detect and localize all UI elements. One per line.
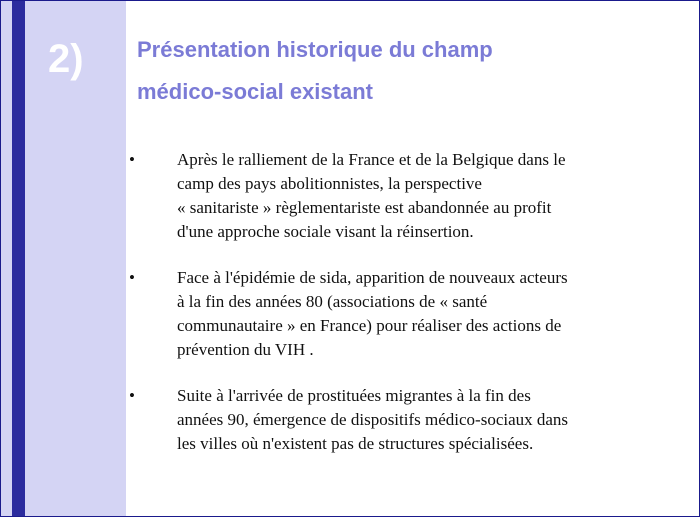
bullet-dot-icon: • <box>129 150 135 169</box>
bullet-item <box>129 266 669 362</box>
bullet-line: Face à l'épidémie de sida, apparition de nouveaux acteurs <box>177 268 568 287</box>
bullet-line: d'une approche sociale visant la réinsertion. <box>177 222 474 241</box>
bullet-line: les villes où n'existent pas de structures spécialisées. <box>177 434 534 453</box>
bullet-line: Après le ralliement de la France et de la Belgique dans le <box>177 150 566 169</box>
slide-number: 2) <box>48 37 84 81</box>
bullet-dot-icon: • <box>129 386 135 405</box>
bullet-line: prévention du VIH . <box>177 340 314 359</box>
slide-title-line-1: Présentation historique du champ <box>137 37 493 62</box>
bullet-item <box>129 384 669 456</box>
bullet-dot-icon: • <box>129 268 135 287</box>
bullet-line: « sanitariste » règlementariste est abandonnée au profit <box>177 198 552 217</box>
bullet-line: années 90, émergence de dispositifs médico-sociaux dans <box>177 410 569 429</box>
slide-title-line-2: médico-social existant <box>137 79 373 104</box>
bullet-item <box>129 148 669 244</box>
bullet-line: à la fin des années 80 (associations de « santé <box>177 292 488 311</box>
side-stripe <box>12 1 25 516</box>
bullet-line: communautaire » en France) pour réaliser des actions de <box>177 316 562 335</box>
bullet-line: Suite à l'arrivée de prostituées migrantes à la fin des <box>177 386 531 405</box>
slide-title <box>137 29 677 113</box>
bullet-list <box>129 148 669 478</box>
bullet-line: camp des pays abolitionnistes, la perspective <box>177 174 482 193</box>
